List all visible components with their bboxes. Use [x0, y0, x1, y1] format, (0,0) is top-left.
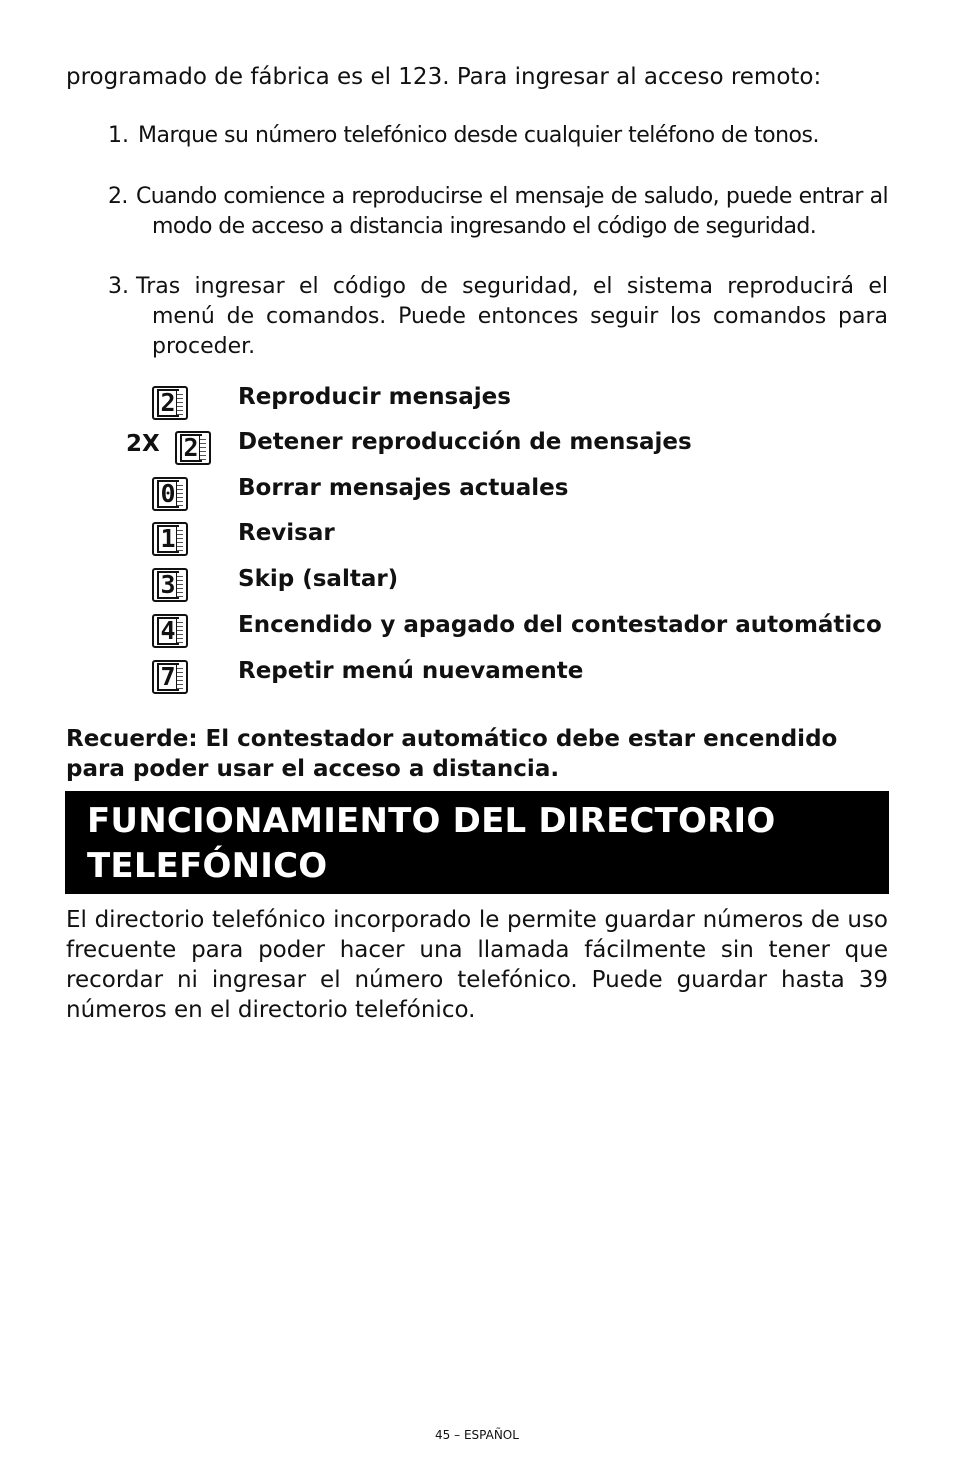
- intro-text: programado de fábrica es el 123. Para ingresar al acceso remoto:: [66, 64, 822, 90]
- key-1-icon: 1: [152, 522, 188, 556]
- step-text: Cuando comience a reproducirse el mensaje de saludo, puede entrar al modo de acceso a distancia ingresando el código de seguridad.: [136, 184, 888, 239]
- command-label: Reproducir mensajes: [238, 384, 511, 410]
- command-repeat: [0, 660, 954, 700]
- step-number: 3.: [108, 274, 129, 299]
- section-title-line-1: FUNCIONAMIENTO DEL DIRECTORIO: [87, 801, 776, 841]
- key-4-icon: 4: [152, 614, 188, 648]
- step-3: [108, 272, 888, 362]
- command-label: Detener reproducción de mensajes: [238, 429, 692, 455]
- command-label: Skip (saltar): [238, 566, 399, 592]
- command-onoff: [0, 614, 954, 654]
- command-play: [0, 386, 954, 426]
- command-delete: [0, 477, 954, 517]
- command-label: Encendido y apagado del contestador automático: [238, 612, 882, 638]
- command-review: [0, 522, 954, 562]
- command-stop: [0, 431, 954, 471]
- step-number: 1.: [108, 123, 129, 148]
- command-skip: [0, 568, 954, 608]
- command-label: Borrar mensajes actuales: [238, 475, 569, 501]
- step-text: Tras ingresar el código de seguridad, el sistema reproducirá el menú de comandos. Puede entonces seguir los comandos para proceder.: [136, 274, 888, 359]
- key-0-icon: 0: [152, 477, 188, 511]
- section-body: El directorio telefónico incorporado le permite guardar números de uso frecuente para poder hacer una llamada fácilmente sin tener que recordar ni ingresar el número telefónico. Puede guardar hasta 39 números en el directorio telefónico.: [66, 907, 888, 1023]
- reminder-note: Recuerde: El contestador automático debe estar encendido para poder usar el acceso a distancia.: [66, 726, 838, 782]
- step-1: [108, 121, 888, 151]
- command-label: Repetir menú nuevamente: [238, 658, 584, 684]
- key-3-icon: 3: [152, 568, 188, 602]
- step-number: 2.: [108, 184, 128, 209]
- key-2-icon: 2: [152, 386, 188, 420]
- section-title-line-2: TELEFÓNICO: [87, 846, 328, 886]
- page-footer: 45 – ESPAÑOL: [435, 1428, 519, 1442]
- section-heading-banner: [65, 791, 889, 894]
- command-prefix: 2X: [126, 431, 160, 457]
- key-2-icon: 2: [175, 431, 211, 465]
- command-label: Revisar: [238, 520, 335, 546]
- key-7-icon: 7: [152, 660, 188, 694]
- step-2: [108, 182, 888, 242]
- step-text: Marque su número telefónico desde cualquier teléfono de tonos.: [138, 123, 819, 148]
